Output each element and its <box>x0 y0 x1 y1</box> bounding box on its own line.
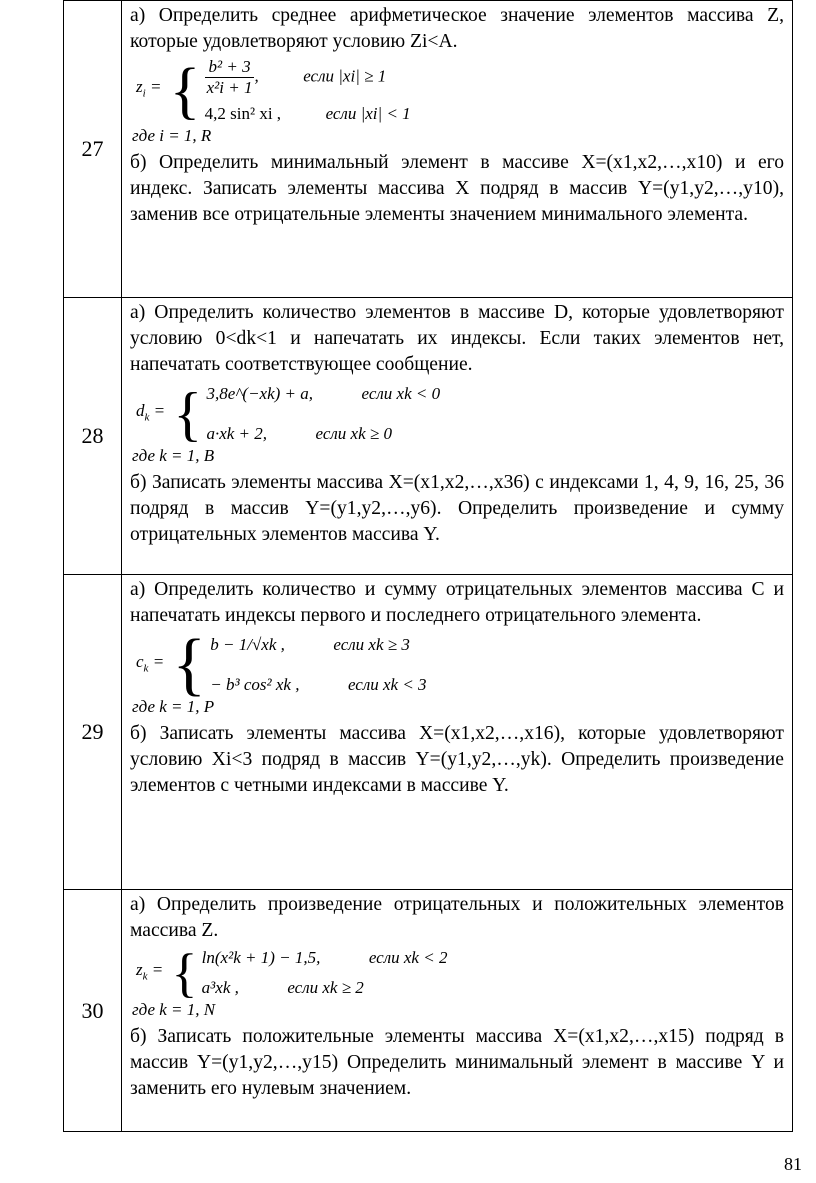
formula-expression: 3,8e^(−xk) + a, <box>206 384 314 403</box>
formula-condition: если xk ≥ 0 <box>315 424 392 443</box>
formula-case-1 <box>202 948 448 968</box>
task-row-27 <box>64 1 793 298</box>
fraction-denominator: x²i + 1 <box>206 78 253 97</box>
formula-case-2 <box>205 104 411 124</box>
formula-expression: ln(x²k + 1) − 1,5, <box>201 948 321 967</box>
formula-brace: { <box>172 626 207 703</box>
formula-case-2 <box>210 675 426 695</box>
fraction-numerator: b² + 3 <box>205 57 255 78</box>
task-row-29 <box>64 575 793 890</box>
formula-lhs-sub: i <box>142 87 146 100</box>
task-part-a: а) Определить количество элементов в массиве D, которые удовлетворяют условию 0<dk<1 и напечатать их индексы. Если таких элементов нет, напечатать соответствующее сообщение. <box>130 302 784 375</box>
formula-cases <box>202 948 448 998</box>
formula-where: где k = 1, P <box>132 697 215 716</box>
formula-where: где k = 1, B <box>132 446 215 465</box>
formula-lhs: d <box>136 400 145 420</box>
task-formula: $z_i$ = { $\frac{\text{b² + 3}}{\text{x²i + 1}}$ , если |xi| ≥ 1 4,2 sin² xi , если |xi| < 1 <box>136 54 411 126</box>
formula-case-1 <box>210 635 426 655</box>
task-part-a: а) Определить среднее арифметическое значение элементов массива Z, которые удовлетворяют условию Zi<A. <box>130 5 784 52</box>
task-part-b: б) Определить минимальный элемент в массиве X=(x1,x2,…,x10) и его индекс. Записать элементы массива X подряд в массив Y=(y1,y2,…,y10), заменив все отрицательные элементы значением минимального элемента. <box>130 152 784 225</box>
formula-case-1: $\frac{\text{b² + 3}}{\text{x²i + 1}}$ , если |xi| ≥ 1 <box>206 57 387 97</box>
task-part-a: а) Определить произведение отрицательных и положительных элементов массива Z. <box>130 894 784 941</box>
task-body <box>122 575 793 890</box>
formula-condition: если xk ≥ 3 <box>333 635 410 654</box>
task-table <box>63 0 793 1132</box>
formula-expression: b − 1/√xk , <box>210 635 285 654</box>
task-part-b: б) Записать элементы массива X=(x1,x2,…,x36) с индексами 1, 4, 9, 16, 25, 36 подряд в массив Y=(y1,y2,…,y6). Определить произведение и сумму отрицательных элементов массива Y. <box>130 472 784 545</box>
formula-brace: { <box>171 943 198 1003</box>
formula-expression: a³xk , <box>201 978 239 997</box>
formula-cases <box>210 635 426 695</box>
task-part-b: б) Записать элементы массива X=(x1,x2,…,x16), которые удовлетворяют условию Xi<3 подряд в массив Y=(y1,y2,…,yk). Определить произведение элементов с четными индексами в массиве Y. <box>130 723 784 796</box>
formula-expression: 4,2 sin² xi , <box>204 104 282 123</box>
formula-expression: a·xk + 2, <box>206 424 267 443</box>
task-body <box>122 890 793 1132</box>
task-formula: $c_k$ = { b − 1/√xk , если xk ≥ 3 − b³ cos² xk , если xk < 3 <box>136 626 427 703</box>
formula-condition: если xk < 3 <box>347 675 427 694</box>
task-number: 27 <box>64 1 122 298</box>
formula-lhs-sub: k <box>144 411 150 424</box>
formula-condition: если xk < 2 <box>368 948 448 967</box>
formula-case-2 <box>202 978 448 998</box>
formula-lhs: c <box>136 651 144 671</box>
formula-lhs: z <box>136 77 143 97</box>
formula-expression: − b³ cos² xk , <box>210 675 300 694</box>
formula-brace: { <box>173 381 203 447</box>
task-number: 28 <box>64 298 122 575</box>
formula-cases <box>206 384 440 444</box>
task-part-a: а) Определить количество и сумму отрицательных элементов массива C и напечатать индексы первого и последнего отрицательного элемента. <box>130 579 784 626</box>
task-formula: $z_k$ = { ln(x²k + 1) − 1,5, если xk < 2 a³xk , если xk ≥ 2 <box>136 943 448 1003</box>
formula-condition: если |xi| < 1 <box>325 104 411 123</box>
task-part-b: б) Записать положительные элементы массива X=(x1,x2,…,x15) подряд в массив Y=(y1,y2,…,y15) Определить минимальный элемент в массиве Y и заменить его нулевым значением. <box>130 1026 784 1099</box>
formula-lhs-sub: k <box>142 970 148 983</box>
formula-where: где i = 1, R <box>132 126 212 145</box>
task-number: 29 <box>64 575 122 890</box>
formula-condition: если xk ≥ 2 <box>287 978 364 997</box>
task-body <box>122 1 793 298</box>
formula-case-1 <box>206 384 440 404</box>
formula-brace: { <box>169 54 201 126</box>
formula-lhs: z <box>136 959 143 979</box>
task-row-30 <box>64 890 793 1132</box>
formula-where: где k = 1, N <box>132 1000 216 1019</box>
formula-case-2 <box>206 424 440 444</box>
task-number: 30 <box>64 890 122 1132</box>
task-row-28 <box>64 298 793 575</box>
task-body <box>122 298 793 575</box>
formula-cases <box>205 57 411 124</box>
page-number: 81 <box>784 1154 802 1174</box>
formula-condition: если |xi| ≥ 1 <box>303 66 387 86</box>
formula-condition: если xk < 0 <box>361 384 441 403</box>
formula-lhs-sub: k <box>143 662 149 675</box>
task-formula: $d_k$ = { 3,8e^(−xk) + a, если xk < 0 a·xk + 2, если xk ≥ 0 <box>136 381 441 447</box>
